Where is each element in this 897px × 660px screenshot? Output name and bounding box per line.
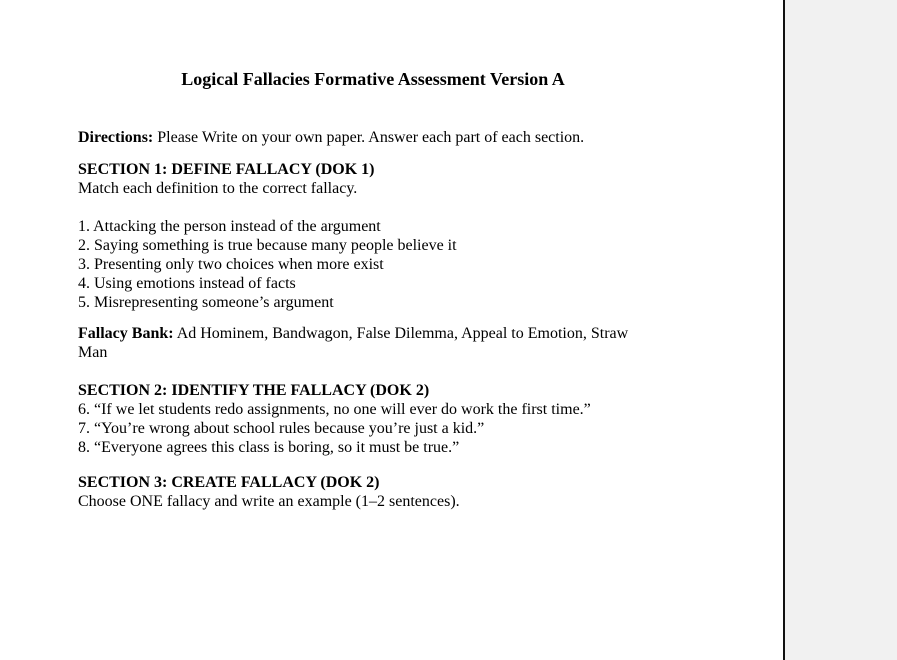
list-item: 7. “You’re wrong about school rules because you’re just a kid.” <box>78 420 485 437</box>
list-item: 3. Presenting only two choices when more exist <box>78 256 384 273</box>
section-3-heading: SECTION 3: CREATE FALLACY (DOK 2) <box>78 474 380 491</box>
section-3 <box>78 473 668 511</box>
section-3-subtitle: Choose ONE fallacy and write an example (1–2 sentences). <box>78 493 460 510</box>
fallacy-bank-label: Fallacy Bank: <box>78 325 174 342</box>
list-item: 8. “Everyone agrees this class is boring, so it must be true.” <box>78 439 460 456</box>
section-1 <box>78 160 668 198</box>
section-1-subtitle: Match each definition to the correct fallacy. <box>78 180 358 197</box>
list-item: 1. Attacking the person instead of the argument <box>78 218 381 235</box>
list-item: 6. “If we let students redo assignments, no one will ever do work the first time.” <box>78 401 591 418</box>
fallacy-bank-paragraph <box>78 324 668 362</box>
section-1-heading: SECTION 1: DEFINE FALLACY (DOK 1) <box>78 161 375 178</box>
definition-list <box>78 217 668 312</box>
fallacy-bank-line2: Man <box>78 344 108 361</box>
list-item: 5. Misrepresenting someone’s argument <box>78 294 334 311</box>
section-2-heading: SECTION 2: IDENTIFY THE FALLACY (DOK 2) <box>78 382 430 399</box>
directions-paragraph <box>78 128 668 147</box>
list-item: 2. Saying something is true because many people believe it <box>78 237 457 254</box>
fallacy-bank-line1: Ad Hominem, Bandwagon, False Dilemma, Appeal to Emotion, Straw <box>176 325 629 342</box>
document-title: Logical Fallacies Formative Assessment Version A <box>181 69 565 89</box>
list-item: 4. Using emotions instead of facts <box>78 275 296 292</box>
page-outside-area <box>783 0 897 660</box>
directions-text: Please Write on your own paper. Answer each part of each section. <box>157 129 585 146</box>
directions-label: Directions: <box>78 129 154 146</box>
section-2 <box>78 381 668 457</box>
